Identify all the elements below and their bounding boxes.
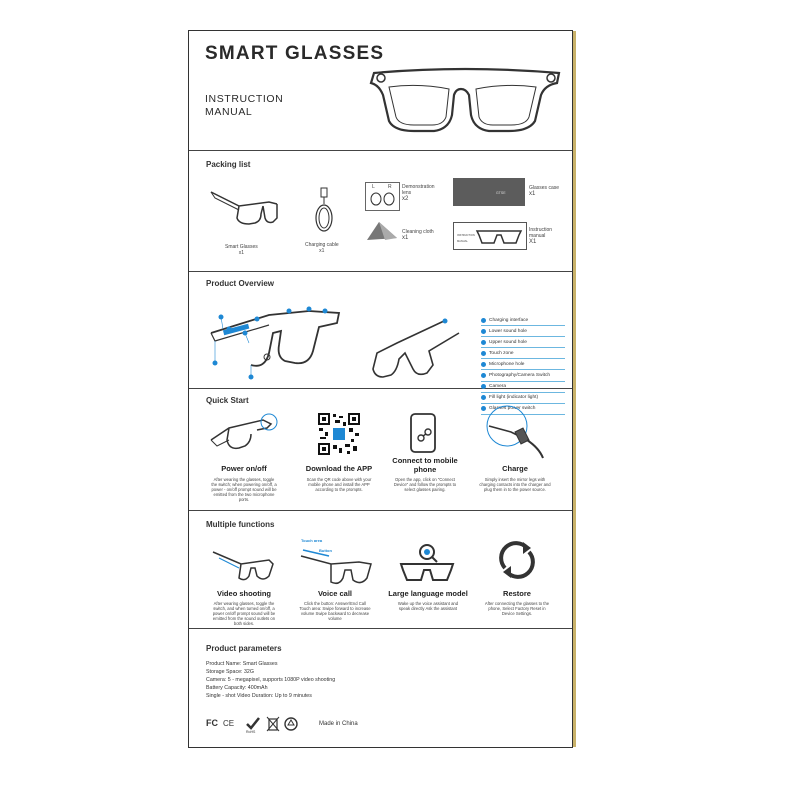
cable-qty: x1 — [319, 248, 325, 254]
fcc-mark: FC — [206, 718, 218, 728]
function-video-title: Video shooting — [216, 589, 272, 598]
bullet-icon — [481, 362, 486, 367]
packing-item-cable — [305, 242, 339, 254]
bullet-icon — [481, 373, 486, 378]
legend-label: Camera — [489, 384, 507, 390]
legend-label: Touch zone — [489, 350, 514, 356]
restore-icon — [497, 540, 537, 580]
instruction-manual-sheet — [188, 30, 573, 748]
step-connect-title: Connect to mobile phone — [392, 456, 458, 474]
function-restore-desc: After connecting the glasses to the phone, Select Factory Reset in Device Settings. — [484, 601, 550, 616]
param-line: Battery Capacity: 400mAh — [206, 685, 268, 691]
multiple-functions-title: Multiple functions — [206, 520, 275, 529]
packing-list-section — [189, 150, 572, 272]
manual-label: Instruction manual — [529, 227, 553, 239]
function-video-desc: After wearing glasses, toggle the switch, and when turned on/off, a power on/off prompt sound will be emitted from the sound outlets on both sides. — [212, 601, 276, 626]
packing-item-case — [529, 185, 559, 197]
glasses-side-view-illustration — [209, 293, 349, 383]
case-logo-text: GTSE — [496, 191, 506, 195]
glasses-rear-view-illustration — [369, 313, 469, 383]
instruction-manual-image — [453, 222, 527, 250]
step-download-title: Download the APP — [305, 464, 373, 473]
function-voice-desc: Click the button: Answer/End Call Touch area: Swipe forward to increase volume Swipe backward to decrease volume — [299, 601, 371, 621]
recycle-icon — [284, 717, 298, 731]
cleaning-cloth-icon — [365, 220, 399, 242]
bullet-icon — [481, 351, 486, 356]
power-switch-illustration — [209, 410, 279, 456]
legend-item-2 — [481, 326, 565, 337]
packing-item-cloth — [402, 229, 434, 241]
legend-label: Photography/Camera Switch — [489, 373, 551, 379]
ce-mark: CE — [223, 719, 235, 728]
video-shooting-illustration — [211, 542, 275, 582]
qr-code-image — [317, 412, 361, 456]
button-label: Button — [319, 548, 332, 553]
charging-illustration — [485, 404, 551, 460]
manual-qty: X1 — [529, 239, 537, 245]
step-connect-desc: Open the app, click on "Connect Device" and follow the prompts to select glasses pairing. — [393, 477, 457, 492]
step-power-desc: After wearing the glasses, toggle the switch; when powering on/off, a power - on/off prompt sound will be emitted from the two microphone ports. — [211, 477, 277, 502]
lens-right-marker: R — [388, 184, 392, 190]
legend-label: Charging interface — [489, 317, 529, 323]
product-parameters-title: Product parameters — [206, 644, 282, 653]
function-llm-desc: Wake up the voice assistant and speak directly Ask the assistant — [397, 601, 459, 611]
legend-label: Fill light (indicator light) — [489, 395, 539, 401]
camera-icon — [377, 74, 385, 82]
weee-bin-icon — [267, 716, 279, 732]
quick-start-title: Quick Start — [206, 396, 249, 405]
product-parameters-section — [189, 628, 572, 749]
step-charge-title: Charge — [502, 464, 528, 473]
cloth-qty: x1 — [402, 235, 409, 241]
legend-label: Glasses power switch — [489, 406, 536, 412]
param-line: Product Name: Smart Glasses — [206, 661, 278, 667]
lens-label: Demonstration lens — [402, 184, 435, 196]
llm-search-illustration — [397, 540, 457, 584]
step-charge-desc: Simply insert the mirror legs with charging contacts into the charger and plug them in to the power source. — [479, 477, 551, 492]
case-qty: x1 — [529, 191, 536, 197]
subtitle-line-2: MANUAL — [205, 106, 253, 118]
lens-left-marker: L — [372, 184, 375, 190]
param-line: Camera: 5 - megapixel, supports 1080P video shooting — [206, 677, 336, 683]
bullet-icon — [481, 318, 486, 323]
rohs-label: RoHS — [246, 730, 256, 734]
legend-item-4 — [481, 348, 565, 359]
mobile-phone-icon — [409, 412, 439, 456]
manual-subtitle — [205, 93, 283, 119]
multiple-functions-section — [189, 510, 572, 629]
packing-item-glasses — [225, 244, 258, 256]
step-power-title: Power on/off — [221, 464, 267, 473]
touch-area-label: Touch area — [301, 538, 323, 543]
legend-item-6 — [481, 370, 565, 381]
packing-list-title: Packing list — [206, 160, 251, 169]
bullet-icon — [481, 329, 486, 334]
param-line: Storage Space: 32G — [206, 669, 254, 675]
legend-item-3 — [481, 337, 565, 348]
param-line: Single - shot Video Duration: Up to 9 minutes — [206, 693, 312, 699]
cable-label: Charging cable — [305, 242, 339, 248]
product-overview-title: Product Overview — [206, 279, 275, 288]
legend-label: Microphone hole — [489, 361, 525, 367]
header-section — [189, 31, 572, 151]
made-in-china-label: Made in China — [319, 721, 358, 727]
function-llm-title: Large language model — [388, 589, 468, 598]
glasses-label: Smart Glasses — [225, 244, 258, 250]
packing-item-manual — [529, 227, 559, 245]
product-title: SMART GLASSES — [205, 43, 385, 64]
subtitle-line-1: INSTRUCTION — [205, 93, 284, 105]
case-label: Glasses case — [529, 185, 560, 191]
smart-glasses-icon — [209, 188, 279, 228]
fill-light-icon — [547, 74, 555, 82]
function-restore-title: Restore — [503, 589, 531, 598]
charging-cable-icon — [314, 186, 334, 236]
legend-item-5 — [481, 359, 565, 370]
manual-glasses-icon — [476, 229, 522, 245]
glasses-qty: x1 — [238, 250, 245, 256]
glasses-front-illustration — [369, 65, 564, 135]
bullet-icon — [481, 340, 486, 345]
cloth-label: Cleaning cloth — [402, 229, 434, 235]
legend-item-1 — [481, 315, 565, 326]
demo-lens-box — [365, 182, 400, 211]
glasses-case-image — [453, 178, 525, 206]
legend-label: Lower sound hole — [489, 328, 527, 334]
lens-pair-icon — [369, 192, 396, 206]
manual-cover-text: INSTRUCTION MANUAL — [457, 234, 475, 243]
function-voice-title: Voice call — [317, 589, 353, 598]
quick-start-section — [189, 388, 572, 511]
lens-qty: x2 — [402, 196, 409, 202]
voice-call-illustration — [299, 542, 379, 586]
legend-label: Upper sound hole — [489, 339, 527, 345]
packing-item-lens — [402, 184, 440, 202]
step-download-desc: Scan the QR code above with your mobile phone and install the APP according to the prompts. — [306, 477, 372, 492]
